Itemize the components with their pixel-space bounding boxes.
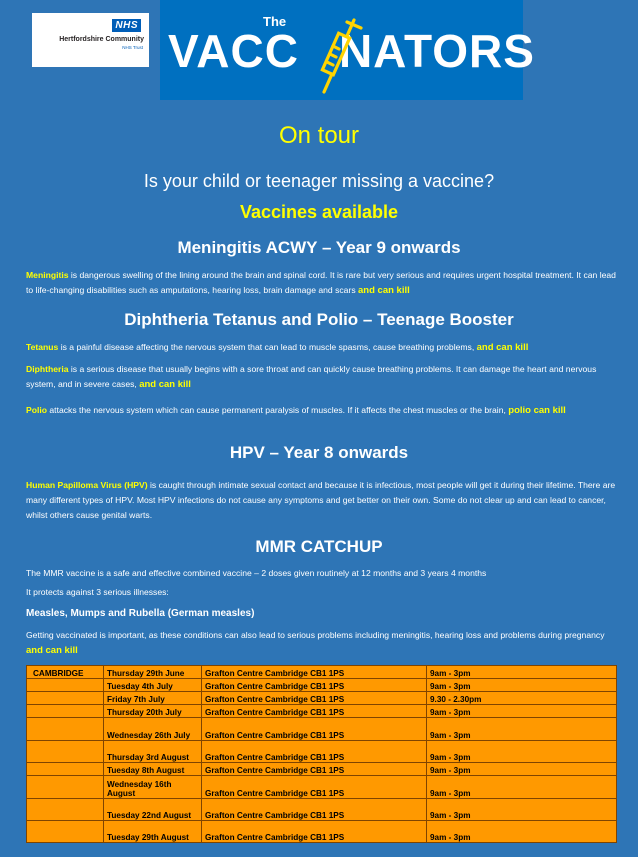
venue-cell: Grafton Centre Cambridge CB1 1PS bbox=[202, 821, 427, 843]
date-cell: Thursday 29th June bbox=[104, 666, 202, 679]
nhs-trust-label: NHS Trust bbox=[122, 45, 143, 50]
page-title: On tour bbox=[278, 122, 360, 149]
area-cell bbox=[27, 705, 104, 718]
venue-cell: Grafton Centre Cambridge CB1 1PS bbox=[202, 763, 427, 776]
time-cell: 9am - 3pm bbox=[427, 776, 617, 799]
tetanus-text: is a painful disease affecting the nervous system that can lead to muscle spasms, cause breathing problems, bbox=[58, 342, 477, 352]
date-cell: Tuesday 29th August bbox=[104, 821, 202, 843]
menacwy-term: Meningitis bbox=[26, 270, 69, 280]
time-cell: 9am - 3pm bbox=[427, 741, 617, 763]
venue-cell: Grafton Centre Cambridge CB1 1PS bbox=[202, 666, 427, 679]
diphtheria-kill: and can kill bbox=[139, 379, 191, 390]
area-cell bbox=[27, 741, 104, 763]
menacwy-text: is dangerous swelling of the lining around the brain and spinal cord. It is rare but very serious and requires urgent hospital treatment. It can lead to life-changing disabilities such as amputations, hearing loss, brain damage and scars bbox=[26, 270, 616, 295]
nhs-badge: NHS bbox=[112, 19, 141, 32]
mmr-heading: MMR CATCHUP bbox=[255, 537, 383, 556]
venue-cell: Grafton Centre Cambridge CB1 1PS bbox=[202, 705, 427, 718]
area-cell bbox=[27, 692, 104, 705]
mmr-kill: and can kill bbox=[26, 645, 78, 656]
mmr-line2: It protects against 3 serious illnesses: bbox=[26, 587, 169, 597]
banner-left: VACC bbox=[168, 25, 299, 77]
table-row bbox=[27, 799, 617, 821]
dtp-heading: Diphtheria Tetanus and Polio – Teenage Booster bbox=[124, 310, 514, 329]
area-cell bbox=[27, 821, 104, 843]
area-cell bbox=[27, 776, 104, 799]
polio-term: Polio bbox=[26, 405, 48, 415]
date-cell: Wednesday 16th August bbox=[104, 776, 202, 799]
time-cell: 9am - 3pm bbox=[427, 705, 617, 718]
time-cell: 9am - 3pm bbox=[427, 679, 617, 692]
menacwy-kill: and can kill bbox=[358, 285, 410, 296]
venue-cell: Grafton Centre Cambridge CB1 1PS bbox=[202, 679, 427, 692]
mmr-line3-text: Getting vaccinated is important, as these conditions can also lead to serious problems including meningitis, hearing loss and problems during pregnancy bbox=[26, 630, 605, 640]
time-cell: 9am - 3pm bbox=[427, 718, 617, 741]
date-cell: Tuesday 4th July bbox=[104, 679, 202, 692]
mmr-line3 bbox=[26, 628, 616, 658]
polio-kill: polio can kill bbox=[508, 405, 566, 416]
area-cell bbox=[27, 799, 104, 821]
time-cell: 9am - 3pm bbox=[427, 763, 617, 776]
tetanus-term: Tetanus bbox=[26, 342, 59, 352]
table-row bbox=[27, 666, 617, 679]
table-row bbox=[27, 821, 617, 843]
banner-right: NATORS bbox=[338, 25, 535, 77]
date-cell: Friday 7th July bbox=[104, 692, 202, 705]
date-cell: Thursday 3rd August bbox=[104, 741, 202, 763]
area-cell bbox=[27, 718, 104, 741]
time-cell: 9am - 3pm bbox=[427, 821, 617, 843]
venue-cell: Grafton Centre Cambridge CB1 1PS bbox=[202, 718, 427, 741]
table-row bbox=[27, 705, 617, 718]
nhs-logo bbox=[32, 13, 149, 67]
date-cell: Thursday 20th July bbox=[104, 705, 202, 718]
time-cell: 9.30 - 2.30pm bbox=[427, 692, 617, 705]
menacwy-heading: Meningitis ACWY – Year 9 onwards bbox=[177, 238, 461, 257]
mmr-line1: The MMR vaccine is a safe and effective combined vaccine – 2 doses given routinely at 12 months and 3 years 4 months bbox=[26, 568, 487, 578]
date-cell: Tuesday 8th August bbox=[104, 763, 202, 776]
vaccines-heading: Vaccines available bbox=[239, 202, 399, 222]
hpv-text: is caught through intimate sexual contact and because it is infectious, most people will get it during their lifetime. There are many different types of HPV. Most HPV infections do not cause any symptoms and get better on their own. Some do not clear up and can lead to cancer, whilst others cause genital warts. bbox=[26, 480, 616, 520]
table-row bbox=[27, 718, 617, 741]
tetanus-kill: and can kill bbox=[476, 342, 529, 353]
area-cell bbox=[27, 763, 104, 776]
venue-cell: Grafton Centre Cambridge CB1 1PS bbox=[202, 692, 427, 705]
polio-text: attacks the nervous system which can cause permanent paralysis of muscles. If it affects the chest muscles or the brain, bbox=[47, 405, 509, 415]
tetanus-paragraph bbox=[26, 340, 616, 355]
time-cell: 9am - 3pm bbox=[427, 799, 617, 821]
mmr-diseases: Measles, Mumps and Rubella (German measles) bbox=[26, 608, 255, 619]
date-cell: Wednesday 26th July bbox=[104, 718, 202, 741]
time-cell: 9am - 3pm bbox=[427, 666, 617, 679]
schedule-table bbox=[26, 665, 617, 843]
nhs-org-name: Hertfordshire Community bbox=[59, 36, 144, 43]
venue-cell: Grafton Centre Cambridge CB1 1PS bbox=[202, 741, 427, 763]
table-row bbox=[27, 692, 617, 705]
diphtheria-paragraph bbox=[26, 362, 616, 392]
diphtheria-term: Diphtheria bbox=[26, 364, 69, 374]
menacwy-paragraph bbox=[26, 268, 616, 298]
table-row bbox=[27, 776, 617, 799]
hpv-heading: HPV – Year 8 onwards bbox=[229, 443, 409, 462]
venue-cell: Grafton Centre Cambridge CB1 1PS bbox=[202, 776, 427, 799]
table-row bbox=[27, 679, 617, 692]
table-row bbox=[27, 741, 617, 763]
page-subtitle: Is your child or teenager missing a vaccine? bbox=[143, 171, 495, 191]
table-row bbox=[27, 763, 617, 776]
syringe-icon bbox=[318, 8, 364, 94]
vaccinators-banner bbox=[160, 0, 535, 100]
polio-paragraph bbox=[26, 403, 616, 418]
date-cell: Tuesday 22nd August bbox=[104, 799, 202, 821]
hpv-term: Human Papilloma Virus (HPV) bbox=[26, 480, 148, 490]
venue-cell: Grafton Centre Cambridge CB1 1PS bbox=[202, 799, 427, 821]
hpv-paragraph bbox=[26, 478, 616, 523]
banner-the: The bbox=[263, 14, 287, 29]
area-cell: CAMBRIDGE bbox=[27, 666, 104, 679]
area-cell bbox=[27, 679, 104, 692]
diphtheria-text: is a serious disease that usually begins with a sore throat and can quickly cause breathing problems. It can damage the heart and nervous system, and in severe cases, bbox=[26, 364, 597, 389]
